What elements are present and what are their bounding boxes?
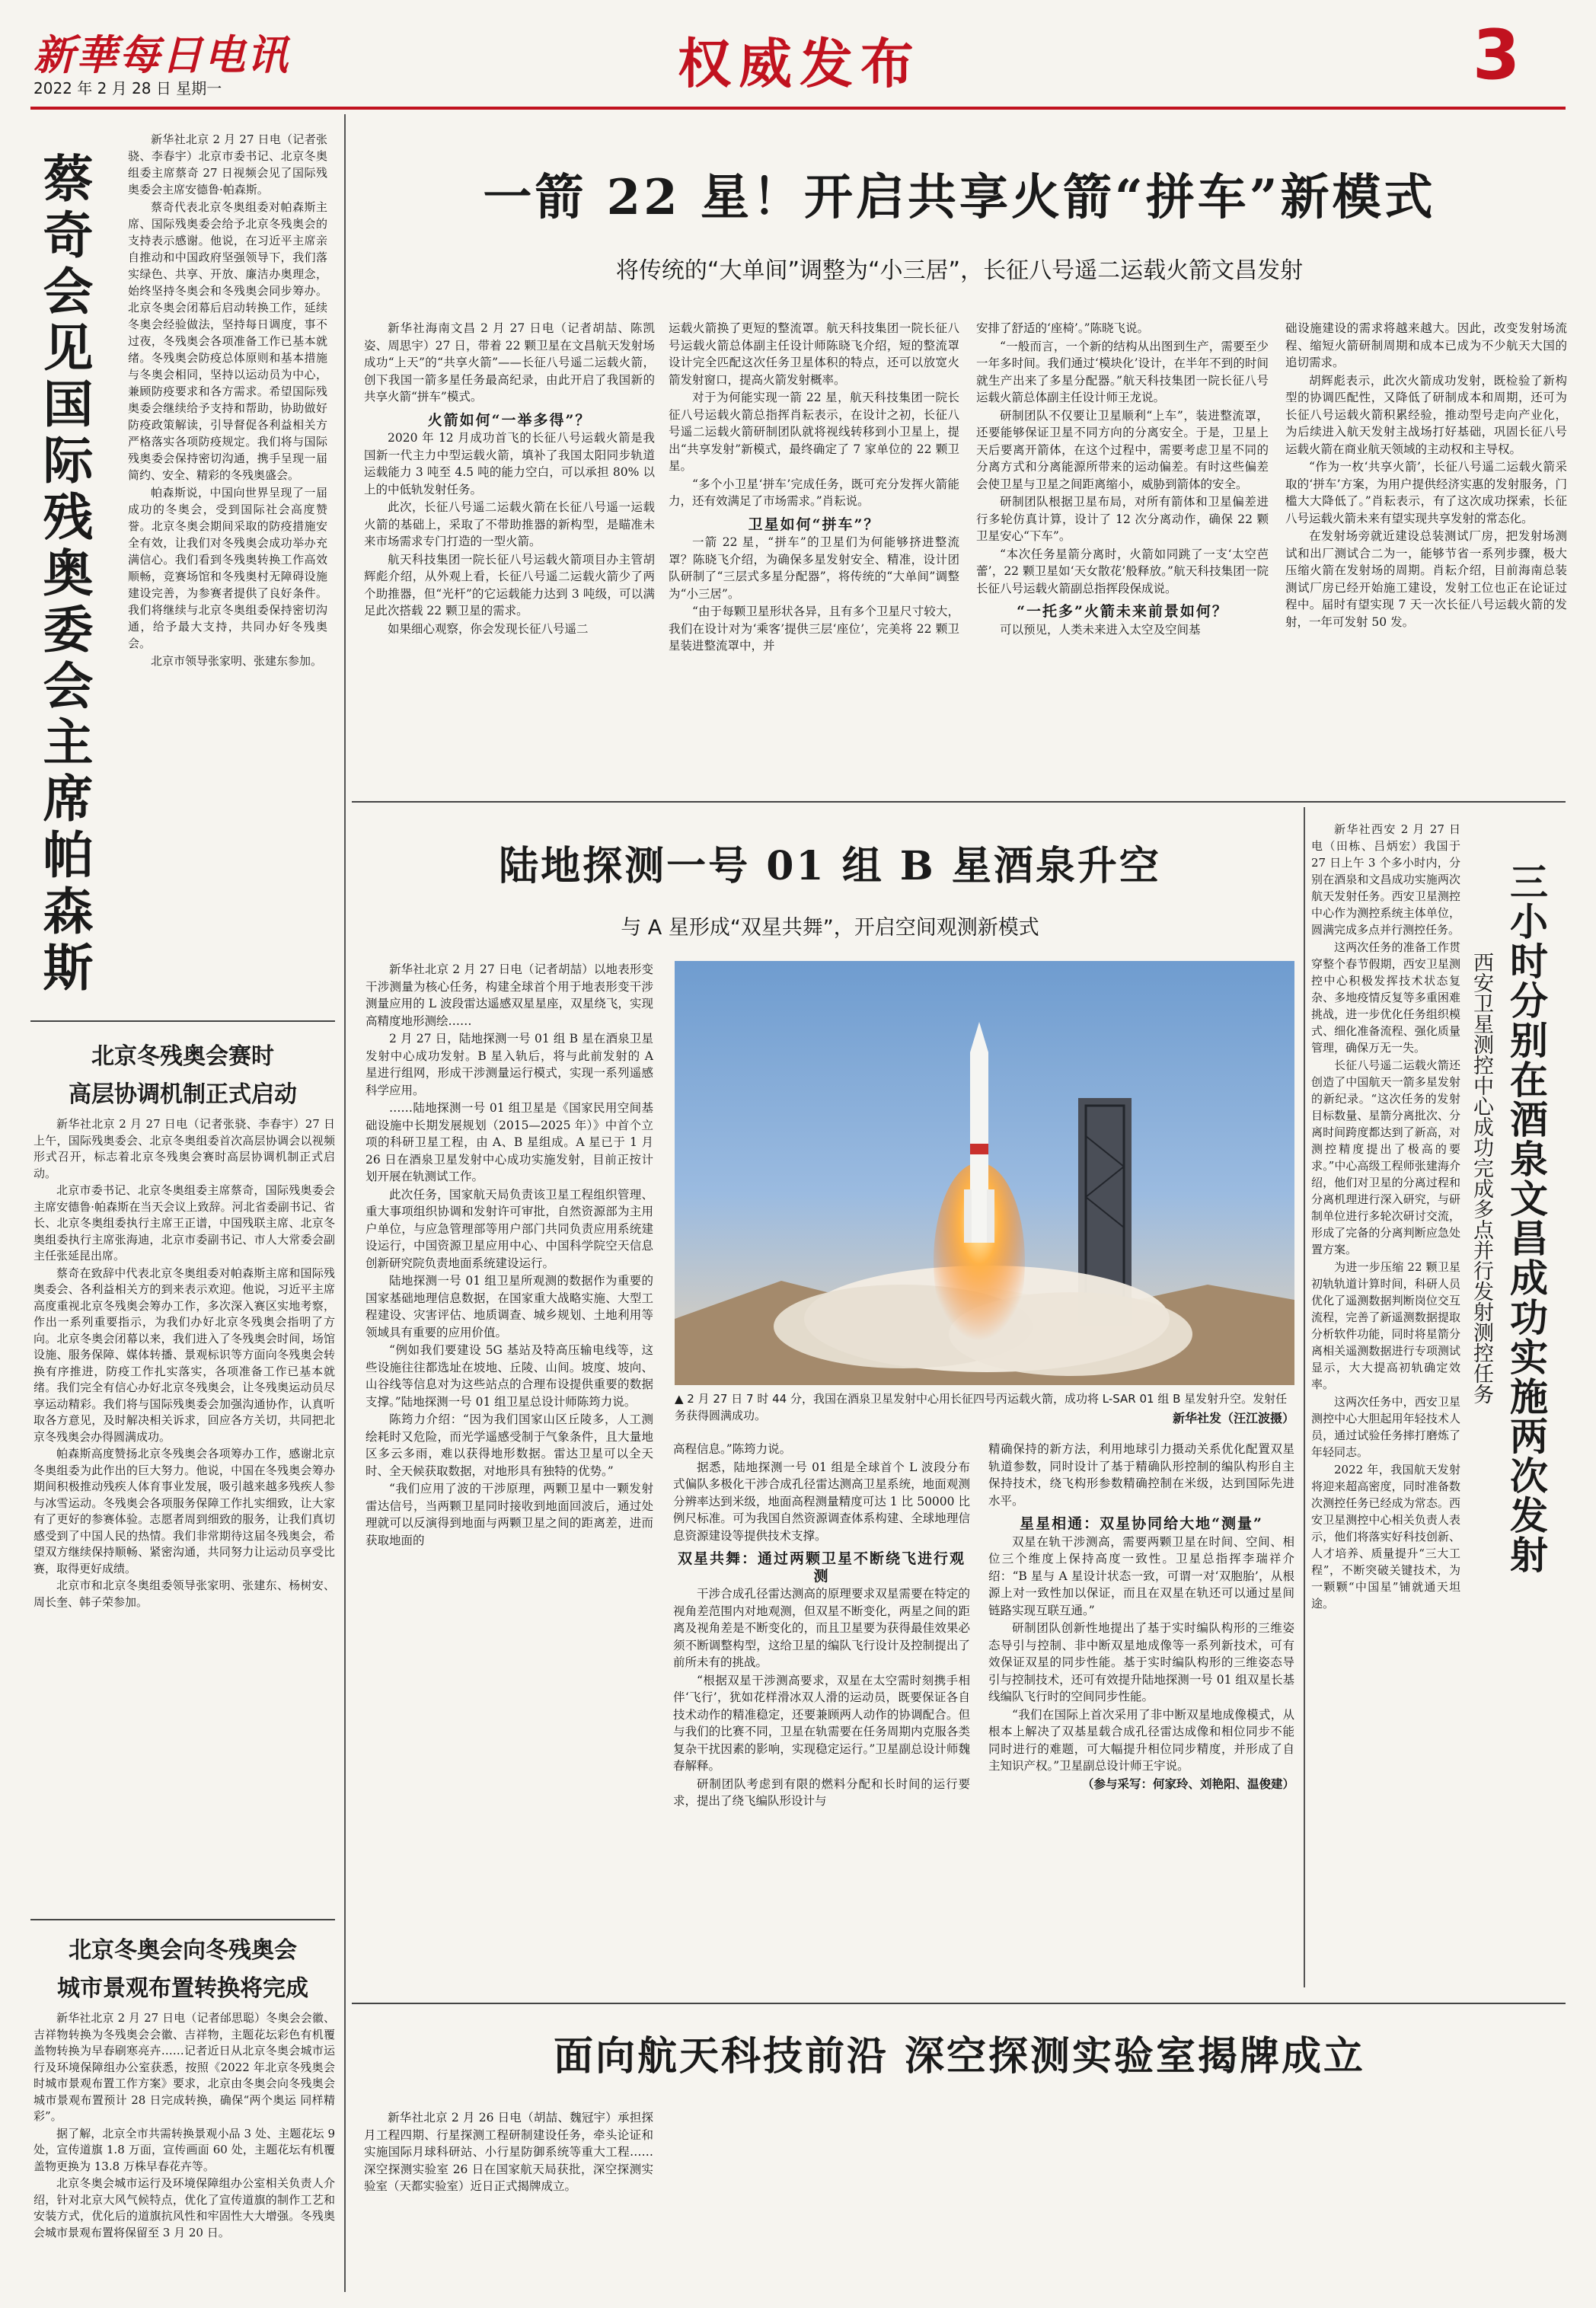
paragraph: 帕森斯高度赞扬北京冬残奥会各项筹办工作，感谢北京冬奥组委为此作出的巨大努力。他说，中国在冬残奥会筹办期间积极推动残疾人体育事业发展，吸引越来越多残疾人参与冰雪运动。冬残奥会各项服务保障工作扎实细致，让大家有了更好的参赛体验。志愿者周到细致的服务，让我们真切感受到了中国人民的热情。我们非常期待这届冬残奥会，希望双方继续保持顺畅、紧密沟通，共同努力让运动员享受比赛，取得更好成绩。 [34,1447,335,1575]
newspaper-logo: 新華每日电讯 [34,30,289,79]
divider [352,2003,1566,2004]
paragraph: 础设施建设的需求将越来越大。因此，改变发射场流程、缩短火箭研制周期和成本已成为不少航天大国的追切需求。 [1285,321,1567,369]
rocket-launch-photo [675,961,1294,1385]
divider [30,1919,335,1920]
paragraph: 精确保持的新方法，利用地球引力摄动关系优化配置双星轨道参数，同时设计了基于精确队形控制的编队构形自主保持技术，绕飞构形参数精确控制在米级，达到国际先进水平。 [988,1442,1294,1508]
left-story-3-title-line1: 北京冬奥会向冬残奥会 [69,1937,297,1964]
paragraph: 北京市领导张家明、张建东参加。 [151,654,323,668]
paragraph: “多个小卫星‘拼车’完成任务，既可充分发挥火箭能力，还有效满足了市场需求。”肖耘说。 [669,477,959,508]
paragraph: 如果细心观察，你会发现长征八号遥二 [388,621,589,636]
lead-paragraph: 新华社北京 2 月 27 日电（记者张骁、李春宇）北京市委书记、北京冬奥组委主席蔡奇 27 日视频会见了国际残奥委会主席安德鲁·帕森斯。 [128,132,327,196]
left-story-2-title-line2: 高层协调机制正式启动 [69,1081,297,1108]
paragraph: 可以预见，人类未来进入太空及空间基 [1000,622,1201,637]
right-story-title: 三小时分别在酒泉文昌成功实施两次发射 [1504,862,1549,1575]
mid-story-title: 陆地探测一号 01 组 B 星酒泉升空 [499,843,1161,889]
paragraph: 研制团队不仅要让卫星顺利“上车”，装进整流罩，还要能够保证卫星不同方向的分离安全。于是，卫星上天后要离开箭体，在这个过程中，需要考虑卫星不同的分离方式和分离能源所带来的运动偏差。有时这些偏差会使卫星与卫星之间距离缩小，威胁到箭体的安全。 [976,408,1269,491]
paragraph: “作为一枚‘共享火箭’，长征八号遥二运载火箭采取的‘拼车’方案，为用户提供经济实惠的发射服务，门槛大大降低了。”肖耘表示，有了这次成功探索，长征八号运载火箭未来有望实现共享发射的常态化。 [1285,460,1567,525]
main-story-col-4 [1285,320,1567,786]
paragraph: 运载火箭换了更短的整流罩。航天科技集团一院长征八号运载火箭总体副主任设计师陈晓飞介绍，短的整流罩设计完全匹配这次任务卫星体积的特点，还可以放宽火箭发射窗口，提高火箭发射概率。 [669,321,959,387]
paragraph: “例如我们要建设 5G 基站及特高压输电线等，这些设施往往都选址在坡地、丘陵、山间。坡度、坡向、山谷线等信息对为这些站点的合理布设提供重要的数据支撑。”陆地探测一号 01 组卫星总设计师陈筠力说。 [365,1343,653,1409]
lead-paragraph: 新华社北京 2 月 26 日电（胡喆、魏冠宇）承担探月工程四期、行星探测工程研制建设任务，牵头论证和实施国际月球科研站、小行星防御系统等重大工程……深空探测实验室 26 日在国家航天局获批，深空探测实验室（天都实验室）近日正式揭牌成立。 [364,2111,653,2193]
paragraph: 一箭 22 星，“拼车”的卫星们为何能够挤进整流罩？陈晓飞介绍，为确保多星发射安全、精准，设计团队研制了“三层式多星分配器”，将传统的“大单间”调整为“小三居”。 [669,535,959,601]
header-rule [30,107,1566,110]
bottom-story-col-3 [978,2109,1270,2296]
paragraph: 2022 年，我国航天发射将迎来超高密度，同时准备数次测控任务已经成为常态。西安卫星测控中心相关负责人表示，他们将落实好科技创新、人才培养、质量提升“三大工程”，不断突破关键技术，为一颗颗“中国星”铺就通天坦途。 [1311,1463,1460,1610]
subheading: “一托多”火箭未来前景如何？ [1017,603,1228,620]
lead-paragraph: 新华社北京 2 月 27 日电（记者张骁、李春宇）27 日上午，国际残奥委会、北京冬奥组委首次高层协调会以视频形式召开，标志着北京冬残奥会赛时高层协调机制正式启动。 [34,1117,335,1180]
left-story-3-title-line2: 城市景观布置转换将完成 [57,1975,308,2002]
bottom-story-title: 面向航天科技前沿 深空探测实验室揭牌成立 [553,2033,1366,2080]
paragraph: 研制团队根据卫星布局，对所有箭体和卫星偏差进行多轮仿真计算，设计了 12 次分离动作，确保 22 颗卫星安心“下车”。 [976,495,1269,543]
byline-credit: （参与采写：何家玲、刘艳阳、温俊建） [1081,1776,1294,1791]
main-story-col-2 [669,320,959,786]
paragraph: “本次任务星箭分离时，火箭如同跳了一支‘太空芭蕾’，22 颗卫星如‘天女散花’般释放。”航天科技集团一院长征八号运载火箭副总指挥段保成说。 [976,547,1269,595]
right-story-subtitle: 西安卫星测控中心成功完成多点并行发射测控任务 [1470,952,1493,1404]
lead-paragraph: 新华社北京 2 月 27 日电（记者邰思聪）冬奥会会徽、吉祥物转换为冬残奥会会徽、吉祥物，主题花坛彩色有机覆盖物转换为早春刷寒亮卉……记者近日从北京冬奥会城市运行及环境保障组办公室获悉，按照《2022 年北京冬残奥会时城市景观布置工作方案》要求，北京由冬奥会向冬残奥会城市景观布置预计 28 日完成转换，确保“两个奥运 同样精彩”。 [34,2011,335,2123]
main-story-col-1 [364,320,655,786]
paragraph: 为进一步压缩 22 颗卫星初轨轨道计算时间，科研人员优化了遥测数据判断岗位交互流程，完善了新遥测数据提取分析软件功能，同时将星箭分离相关遥测数据进行专项测试显示，大大提高初轨确定效率。 [1311,1260,1460,1391]
paragraph: 这两次任务中，西安卫星测控中心大胆起用年轻技术人员，通过试验任务摔打磨炼了年轻同志。 [1311,1395,1460,1459]
paragraph: 北京市和北京冬奥组委领导张家明、张建东、杨树安、周长奎、韩子荣参加。 [34,1579,335,1609]
paragraph: 2020 年 12 月成功首飞的长征八号运载火箭是我国新一代主力中型运载火箭，填补了我国太阳同步轨道运载能力 3 吨至 4.5 吨的能力空白，可以承担 80% 以上的中低轨发射任务。 [364,431,655,496]
paragraph: 陈筠力介绍：“因为我们国家山区丘陵多，人工测绘耗时又危险，而光学遥感受制于气象条件，且大量地区多云多雨，难以获得地形数据。雷达卫星可以全天时、全天候获取数据，对地形具有独特的优势。” [365,1413,653,1478]
main-story-subtitle: 将传统的“大单间”调整为“小三居”，长征八号遥二运载火箭文昌发射 [615,257,1304,284]
paragraph: 对于为何能实现一箭 22 星，航天科技集团一院长征八号运载火箭总指挥肖耘表示，在设计之初，长征八号遥二运载火箭研制团队就将视线转移到小卫星上，提出“共享发射”新模式，最终确定了 7 家单位的 22 颗卫星。 [669,391,959,473]
paragraph: “一般而言，一个新的结构从出图到生产，需要至少一年多时间。我们通过‘模块化’设计，在半年不到的时间就生产出来了多星分配器。”航天科技集团一院长征八号运载火箭总体副主任设计师王龙说。 [976,339,1269,404]
divider [352,801,1566,803]
main-story-col-3 [976,320,1269,786]
mid-story-subtitle: 与 A 星形成“双星共舞”，开启空间观测新模式 [621,916,1039,940]
paragraph: 在发射场旁就近建设总装测试厂房，把发射场测试和出厂测试合二为一，能够节省一系列步骤，极大压缩火箭在发射场的周期。肖耘介绍，目前海南总装测试厂房已经开始施工建设，发射工位也正在论证过程中。届时有望实现 7 天一次长征八号运载火箭的发射，一年可发射 50 发。 [1285,529,1567,629]
subheading: 卫星如何“拼车”？ [748,516,880,533]
paragraph: 研制团队考虑到有限的燃料分配和长时间的运行要求，提出了绕飞编队形设计与 [673,1776,970,1808]
paragraph: 安排了舒适的‘座椅’。”陈晓飞说。 [976,321,1150,335]
subheading: 双星共舞：通过两颗卫星不断绕飞进行观测 [677,1550,966,1585]
left-story-1-body [128,131,327,998]
paragraph: 蔡奇代表北京冬奥组委对帕森斯主席、国际残奥委会给予北京冬残奥会的支持表示感谢。他说，在习近平主席亲自推动和中国政府坚强领导下，我们落实绿色、共享、开放、廉洁办奥理念，始终坚持冬奥会和冬残奥会同步筹办。北京冬奥会闭幕后启动转换工作，延续冬奥会经验做法，坚持每日调度，事不过夜，冬残奥会各项准备工作已基本就绪。冬残奥会防疫总体原则和基本措施与冬奥会相同，坚持以运动员为中心，兼顾防疫要求和各方需求。希望国际残奥委会继续给予支持和帮助，协助做好防疫政策解读，引导督促各利益相关方严格落实各项防疫规定。我们将与国际残奥委会保持密切沟通，携手呈现一届简约、安全、精彩的冬残奥盛会。 [128,200,327,482]
rocket-launch-image [675,961,1294,1385]
issue-date: 2022 年 2 月 28 日 星期一 [34,79,222,97]
paragraph: “根据双星干涉测高要求，双星在太空需时刻携手相伴‘飞行’，犹如花样滑冰双人滑的运动员，既要保证各自技术动作的精准稳定，还要兼顾两人动作的协调配合。但与我们的比赛不同，卫星在轨需要在任务周期内克服各类复杂干扰因素的影响，实现稳定运行。”卫星副总设计师魏春解释。 [673,1673,970,1773]
paragraph: 航天科技集团一院长征八号运载火箭项目办主管胡辉彪介绍，从外观上看，长征八号遥二运载火箭少了两个助推器，但“光杆”的它运载能力达到 3 吨级，可以满足此次搭载 22 颗卫星的需求。 [364,552,655,618]
paragraph: 帕森斯说，中国向世界呈现了一届成功的冬奥会，受到国际社会高度赞誉。北京冬奥会期间采取的防疫措施安全有效，让我们对冬残奥会成功举办充满信心。我们看到冬残奥转换工作高效顺畅，竞赛场馆和冬残奥村无障碍设施建设完善，为参赛者提供了良好条件。我们将继续与北京冬奥组委保持密切沟通，给予最大支持，共同办好冬残奥会。 [128,486,327,650]
paragraph: 2 月 27 日，陆地探测一号 01 组 B 星在酒泉卫星发射中心成功发射。B 星入轨后，将与此前发射的 A 星进行组网，形成干涉测量运行模式，实现一系列遥感科学应用。 [365,1032,653,1097]
paragraph: 此次，长征八号遥二运载火箭在长征八号遥一运载火箭的基础上，采取了不带助推器的新构型，是瞄准未来市场需求专门打造的一型火箭。 [364,500,655,548]
page-number: 3 [1472,15,1521,95]
right-story-body [1311,821,1460,1986]
bottom-story-col-2 [669,2109,961,2296]
left-story-3-body [34,2010,335,2292]
subheading: 火箭如何“一举多得”？ [427,411,592,429]
column-rule [344,114,346,2292]
left-story-1-title: 蔡奇会见国际残奥委会主席帕森斯 [34,152,94,998]
paragraph: “我们在国际上首次采用了非中断双星地成像模式，从根本上解决了双基星载合成孔径雷达成像和相位同步不能同时进行的难题，可大幅提升相位同步精度，并形成了自主知识产权。”卫星副总设计师王宇说。 [988,1707,1294,1773]
paragraph: 陆地探测一号 01 组卫星所观测的数据作为重要的国家基础地理信息数据，在国家重大战略实施、大型工程建设、灾害评估、地质调查、城乡规划、土地利用等领域具有重要的应用价值。 [365,1274,653,1339]
paragraph: ……陆地探测一号 01 组卫星是《国家民用空间基础设施中长期发展规划（2015—2025 年）》中首个立项的科研卫星工程，由 A、B 星组成。A 星已于 1 月 26 日在酒泉卫星发射中心成功实施发射，目前正按计划开展在轨测试工作。 [365,1101,653,1183]
subheading: 星星相通：双星协同给大地“测量” [1020,1515,1263,1532]
main-story-title: 一箭 22 星！开启共享火箭“拼车”新模式 [483,169,1436,226]
mid-story-col-1 [365,961,653,1990]
paragraph: 北京市委书记、北京冬奥组委主席蔡奇，国际残奥委会主席安德鲁·帕森斯在当天会议上致辞。河北省委副书记、省长、北京冬奥组委执行主席王正谱，中国残联主席、北京冬奥组委执行主席张海迪，北京市委副书记、市人大常委会副主任张延昆出席。 [34,1183,335,1263]
mid-story-col-2 [673,1441,970,1990]
paragraph: “由于每颗卫星形状各异，且有多个卫星尺寸较大，我们在设计对为‘乘客’提供三层‘座位’，完美将 22 颗卫星装进整流罩中，并 [669,605,959,653]
paragraph: 北京冬奥会城市运行及环境保障组办公室相关负责人介绍，针对北京大风气候特点，优化了宣传道旗的制作工艺和安装方式，优化后的道旗抗风性和牢固性大大增强。冬残奥会城市景观布置将保留至 3 月 20 日。 [34,2176,335,2239]
paragraph: 据了解，北京全市共需转换景观小品 3 处、主题花坛 9 处，宣传道旗 1.8 万面，宣传画面 60 处，主题花坛有机覆盖物更换为 13.8 万株早春花卉等。 [34,2126,335,2173]
paragraph: 高程信息。”陈筠力说。 [673,1442,792,1456]
lead-paragraph: 新华社海南文昌 2 月 27 日电（记者胡喆、陈凯姿、周思宇）27 日，带着 22 颗卫星在文昌航天发射场成功“上天”的“共享火箭”——长征八号遥二运载火箭，创下我国一箭多星任务最高纪录，由此开启了我国新的共享火箭“拼车”模式。 [364,321,655,404]
bottom-story-col-1 [364,2109,653,2296]
lead-paragraph: 新华社西安 2 月 27 日电（田栋、吕炳宏）我国于 27 日上午 3 个多小时内，分别在酒泉和文昌成功实施两次航天发射任务。西安卫星测控中心作为测控系统主体单位，圆满完成多点并行测控任务。 [1311,822,1460,937]
paragraph: 双星在轨干涉测高，需要两颗卫星在时间、空间、相位三个维度上保持高度一致性。卫星总指挥李瑞祥介绍：“B 星与 A 星设计状态一致，可谓一对‘双胞胎’，从根源上对一致性加以保证，而且在双星在轨还可以通过星间链路实现互联互通。” [988,1534,1294,1617]
paragraph: 胡辉彪表示，此次火箭成功发射，既检验了新构型的协调匹配性，又降低了研制成本和周期，还可为长征八号运载火箭积累经验，推动型号走向产业化，为后续进入航天发射主战场打好基础，巩固长征八号运载火箭在商业航天领域的主动权和主导权。 [1285,373,1567,456]
paragraph: 据悉，陆地探测一号 01 组是全球首个 L 波段分布式偏队多极化干涉合成孔径雷达测高卫星系统，地面观测分辨率达到米级，地面高程测量精度可达 1 比 50000 比例尺标准。可为我国自然资源调查体系构建、全球地理信息资源建设等提供技术支撑。 [673,1460,970,1543]
divider [30,1020,335,1022]
mid-story-col-3 [988,1441,1294,1990]
lead-paragraph: 新华社北京 2 月 27 日电（记者胡喆）以地表形变干涉测量为核心任务，构建全球首个用于地表形变干涉测量应用的 L 波段雷达遥感双星星座，双星绕飞，实现高精度地形测绘…… [365,962,653,1028]
left-story-2-title-line1: 北京冬残奥会赛时 [91,1043,274,1070]
bottom-story-col-4 [1285,2109,1567,2296]
photo-caption: ▲ 2 月 27 日 7 时 44 分，我国在酒泉卫星发射中心用长征四号丙运载火箭，成功将 L-SAR 01 组 B 星发射升空。发射任务获得圆满成功。 [675,1392,1288,1422]
paragraph: 这两次任务的准备工作贯穿整个春节假期，西安卫星测控中心积极发挥技术状态复杂、多地疫情反复等多重困难挑战，进一步优化任务组织模式、细化准备流程、强化质量管理，确保万无一失。 [1311,940,1460,1055]
column-rule [1304,807,1305,1987]
left-story-2-body [34,1116,335,1905]
paragraph: 长征八号遥二运载火箭还创造了中国航天一箭多星发射的新纪录。“这次任务的发射目标数量、星箭分离批次、分离时间跨度都达到了新高，对测控精度提出了极高的要求。”中心高级工程师张建海介绍，他们对卫星的分离过程和分离机理进行深入研究，与研制单位进行多轮次研讨交流，形成了完备的分离判断应急处置方案。 [1311,1058,1460,1256]
paragraph: “我们应用了波的干涉原理，两颗卫星中一颗发射雷达信号，当两颗卫星同时接收到地面回波后，通过处理就可以反演得到地面与两颗卫星之间的距离差，进而获取地面的 [365,1482,653,1547]
section-title: 权威发布 [678,32,921,95]
paragraph: 干涉合成孔径雷达测高的原理要求双星需要在特定的视角差范围内对地观测，但双星不断变化，两星之间的距离及视角差是不断变化的，而且卫星要为获得最佳效果必须不断调整构型，这给卫星的编队飞行设计及控制提出了前所未有的挑战。 [673,1587,970,1669]
photo-credit: 新华社发（汪江波摄） [1172,1411,1294,1425]
paragraph: 此次任务，国家航天局负责该卫星工程组织管理、重大事项组织协调和发射许可审批，自然资源部为主用户单位，与应急管理部等用户部门共同负责应用系统建设运行，中国资源卫星应用中心、中国科学院空天信息创新研究院负责地面系统建设运行。 [365,1187,653,1270]
paragraph: 研制团队创新性地提出了基于实时编队构形的三维姿态导引与控制、非中断双星地成像等一系列新技术，可有效保证双星的同步性能。基于实时编队构形的三维姿态导引与控制技术，还可有效提升陆地探测一号 01 组双星长基线编队飞行时的空间同步性能。 [988,1621,1294,1703]
paragraph: 蔡奇在致辞中代表北京冬奥组委对帕森斯主席和国际残奥委会、各利益相关方的到来表示欢迎。他说，习近平主席高度重视北京冬残奥会筹办工作，多次深入赛区实地考察，作出一系列重要指示，为我们办好北京冬残奥会指明了方向。北京冬奥会闭幕以来，我们进入了冬残奥会时间，场馆设施、服务保障、媒体转播、景观标识等方面向冬残奥会转换有序推进，防疫工作扎实落实，各项准备工作已基本就绪。我们完全有信心办好北京冬残奥会，让冬残奥运动员尽享运动精彩。我们将与国际残奥委会加强沟通协作，认真听取各方意见，及时解决相关诉求，回应各方关切，共同把北京冬残奥会办得圆满成功。 [34,1266,335,1444]
